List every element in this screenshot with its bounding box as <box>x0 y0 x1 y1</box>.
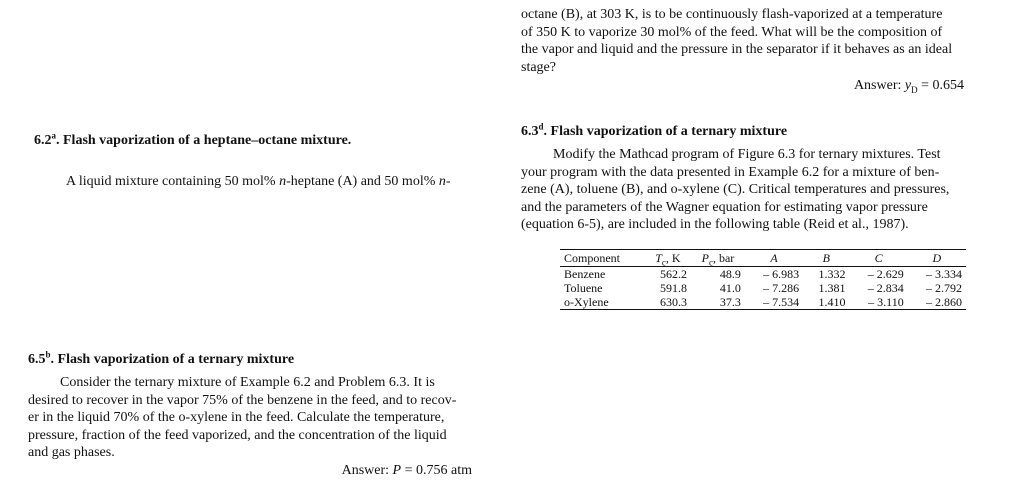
answer-variable: y <box>904 78 912 93</box>
cell-component: o-Xylene <box>564 295 609 309</box>
cell-b: 1.332 <box>818 267 846 281</box>
problem-title: . Flash vaporization of a heptane–octane mixture. <box>56 133 352 148</box>
problem-number: 6.5 <box>28 352 46 367</box>
cell-pc: 37.3 <box>719 295 741 309</box>
cell-component: Benzene <box>564 267 606 281</box>
cell-tc: 562.2 <box>660 267 688 281</box>
text-line: and gas phases. <box>28 445 115 460</box>
cell-c: – 2.629 <box>867 267 904 281</box>
header-symbol: A <box>770 251 778 265</box>
col-header-component: Component <box>564 251 620 265</box>
problem-6-3-text <box>521 146 964 234</box>
problem-number: 6.3 <box>521 124 539 139</box>
answer-value: = 0.756 atm <box>401 463 472 478</box>
problem-number: 6.2 <box>34 133 52 148</box>
cell-tc: 630.3 <box>660 295 688 309</box>
cell-pc: 48.9 <box>719 267 741 281</box>
continuation-paragraph <box>521 6 964 76</box>
problem-6-2-text <box>66 173 486 191</box>
header-subscript: c <box>708 257 713 268</box>
table-row <box>560 295 966 310</box>
text-line: octane (B), at 303 K, is to be continuously flash-vaporized at a temperature <box>521 7 943 22</box>
text-line: (equation 6-5), are included in the following table (Reid et al., 1987). <box>521 217 909 232</box>
cell-pc: 41.0 <box>719 281 741 295</box>
col-header-tc <box>645 250 691 267</box>
cell-a: – 7.534 <box>763 295 800 309</box>
col-header-pc <box>691 250 745 267</box>
answer-label: Answer: <box>341 463 393 478</box>
answer-variable: P <box>392 463 402 478</box>
text-line: the vapor and liquid and the pressure in the separator if it behaves as an ideal <box>521 42 953 57</box>
text-line: zene (A), toluene (B), and o-xylene (C). Critical temperatures and pressures, <box>521 182 950 197</box>
cell-tc: 591.8 <box>660 281 688 295</box>
problem-6-3-heading <box>521 123 964 141</box>
cell-d: – 2.860 <box>926 295 962 309</box>
text-line: desired to recover in the vapor 75% of the benzene in the feed, and to recov- <box>28 392 457 408</box>
difficulty-superscript: a <box>51 130 56 141</box>
text-line: pressure, fraction of the feed vaporized, and the concentration of the liquid <box>28 427 447 443</box>
header-subscript: c <box>661 257 666 268</box>
problem-title: . Flash vaporization of a ternary mixture <box>543 124 788 139</box>
col-header-b <box>803 250 849 267</box>
text-part: - <box>445 174 451 189</box>
answer-value: = 0.654 <box>917 78 964 93</box>
wagner-parameters-table <box>560 249 966 310</box>
answer-6-1 <box>700 77 964 95</box>
answer-6-5 <box>250 462 472 480</box>
table-row <box>560 281 966 295</box>
difficulty-superscript: d <box>538 121 544 132</box>
answer-label: Answer: <box>853 78 905 93</box>
cell-b: 1.381 <box>818 281 846 295</box>
header-symbol: T <box>655 251 662 265</box>
header-unit: , bar <box>712 251 735 265</box>
wagner-parameters-table-wrap <box>560 249 966 310</box>
difficulty-superscript: b <box>45 349 51 360</box>
answer-subscript: D <box>911 84 918 95</box>
header-symbol: P <box>701 251 709 265</box>
header-symbol: B <box>822 251 830 265</box>
cell-d: – 3.334 <box>926 267 962 281</box>
text-line: stage? <box>521 59 556 75</box>
header-symbol: D <box>932 251 942 265</box>
cell-d: – 2.792 <box>926 281 962 295</box>
text-line: of 350 K to vaporize 30 mol% of the feed. What will be the composition of <box>521 24 943 40</box>
cell-a: – 7.286 <box>763 281 800 295</box>
col-header-d <box>908 250 966 267</box>
text-part-italic: n <box>279 174 287 189</box>
text-part: A liquid mixture containing 50 mol% <box>66 174 280 189</box>
cell-c: – 3.110 <box>868 295 904 309</box>
col-header-a <box>745 250 803 267</box>
problem-6-2-heading <box>34 132 474 150</box>
cell-b: 1.410 <box>818 295 846 309</box>
cell-component: Toluene <box>564 281 603 295</box>
cell-c: – 2.834 <box>867 281 904 295</box>
problem-6-5-heading <box>28 351 474 369</box>
text-line: your program with the data presented in Example 6.2 for a mixture of ben- <box>521 164 940 180</box>
text-line: Modify the Mathcad program of Figure 6.3 for ternary mixtures. Test <box>553 147 941 162</box>
text-part-italic: n <box>438 174 446 189</box>
table-header-row <box>560 250 966 267</box>
cell-a: – 6.983 <box>763 267 800 281</box>
text-line: and the parameters of the Wagner equation for estimating vapor pressure <box>521 199 928 215</box>
problem-6-5-text <box>28 374 474 462</box>
header-symbol: C <box>874 251 883 265</box>
header-unit: , K <box>665 251 681 265</box>
table-row <box>560 267 966 282</box>
text-line: Consider the ternary mixture of Example 6.2 and Problem 6.3. It is <box>60 375 435 390</box>
text-part: -heptane (A) and 50 mol% <box>286 174 439 189</box>
col-header-c <box>849 250 907 267</box>
text-line: er in the liquid 70% of the o-xylene in the feed. Calculate the temperature, <box>28 410 445 425</box>
problem-title: . Flash vaporization of a ternary mixture <box>50 352 295 367</box>
